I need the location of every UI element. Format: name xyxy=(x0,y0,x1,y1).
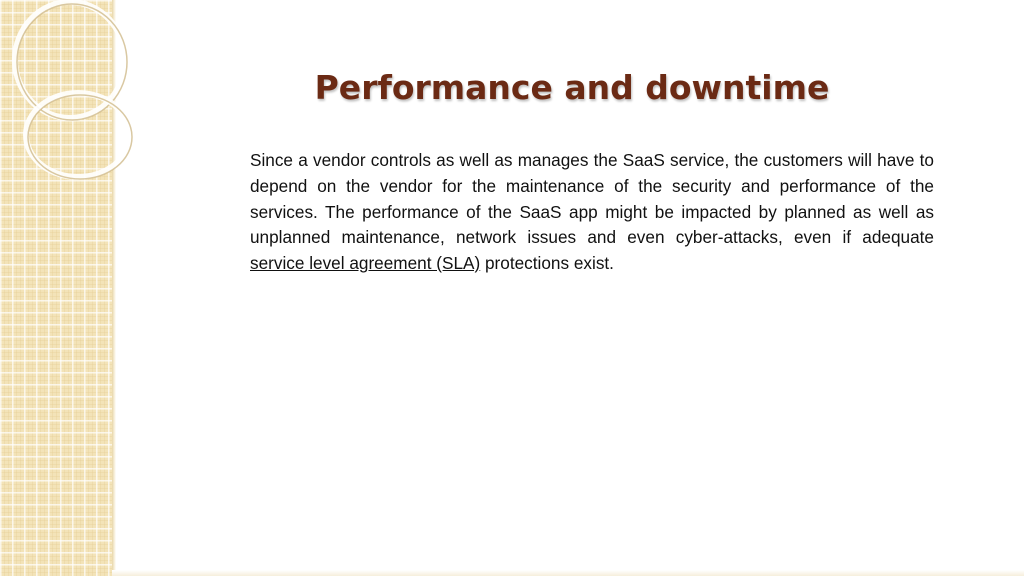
sla-link[interactable]: service level agreement (SLA) xyxy=(250,253,481,274)
slide-title: Performance and downtime xyxy=(314,68,830,107)
body-text-after-link: protections exist. xyxy=(480,253,614,274)
inner-ring-shadow xyxy=(28,95,132,179)
body-text-before-link: Since a vendor controls as well as manages the SaaS service, the customers will have to depend on the vendor for the maintenance of the security and performance of the services. The performance of the SaaS app might be impacted by planned as well as unplanned maintenance, network issues and even cyber-attacks, even if adequate xyxy=(250,150,934,248)
decorative-rings xyxy=(0,0,180,220)
body-paragraph xyxy=(250,148,934,277)
bottom-band xyxy=(112,570,1024,576)
